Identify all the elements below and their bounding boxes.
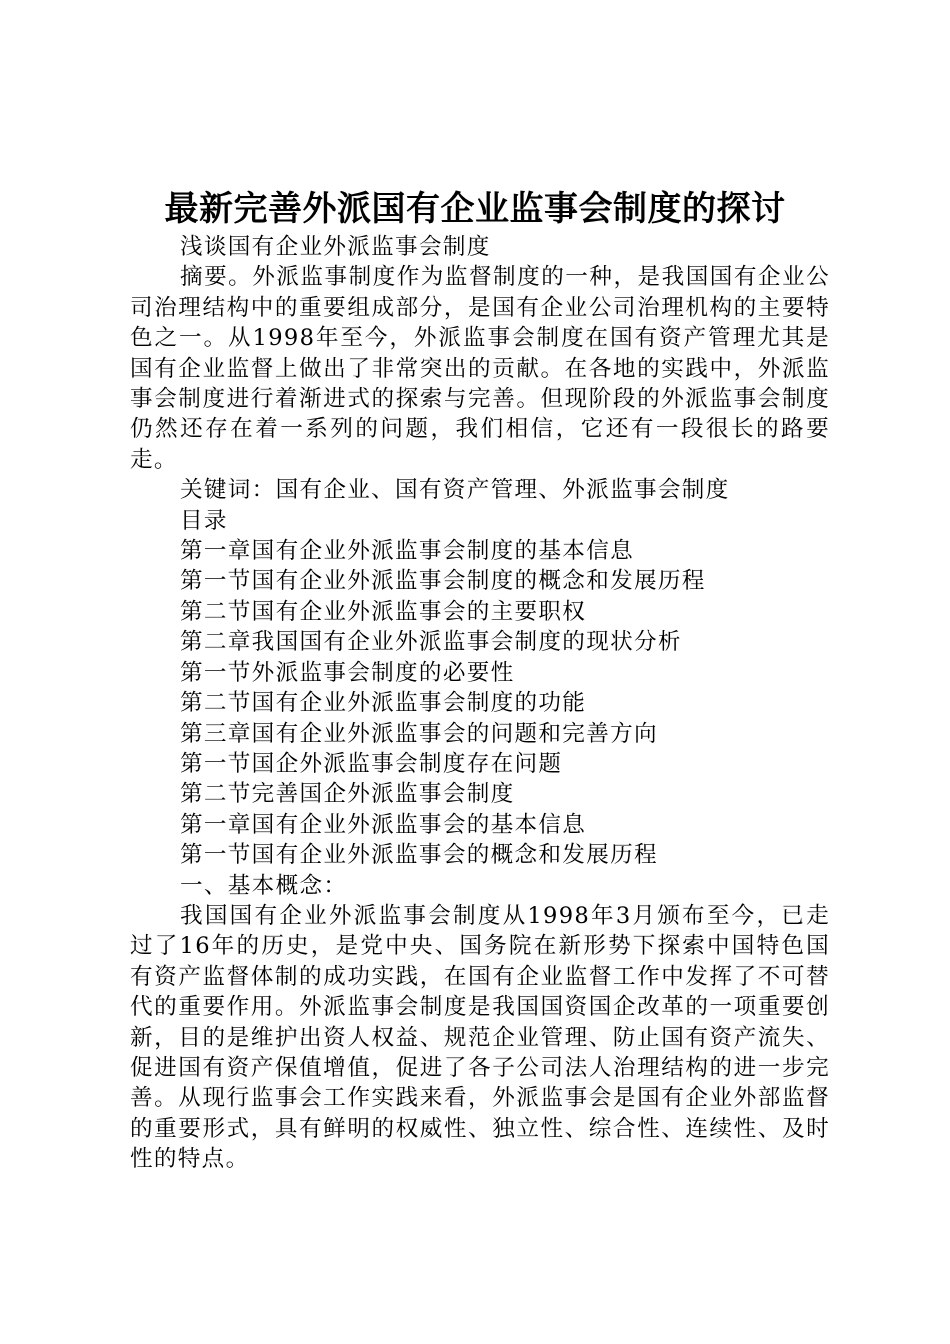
subsection-heading: 一、基本概念：	[180, 872, 348, 899]
toc-item: 第三章国有企业外派监事会的问题和完善方向	[180, 720, 658, 747]
section-heading: 第一节国有企业外派监事会的概念和发展历程	[180, 842, 658, 869]
toc-item: 第二章我国国有企业外派监事会制度的现状分析	[180, 629, 682, 656]
toc-item: 第二节完善国企外派监事会制度	[180, 781, 515, 808]
body-paragraph: 我国国有企业外派监事会制度从1998年3月颁布至今，已走过了16年的历史，是党中央、国务院在新形势下探索中国特色国有资产监督体制的成功实践，在国有企业监督工作中发挥了不可替代的重要作用。外派监事会制度是我国国资国企改革的一项重要创新，目的是维护出资人权益、规范企业管理、防止国有资产流失、促进国有资产保值增值，促进了各子公司法人治理结构的进一步完善。从现行监事会工作实践来看，外派监事会是国有企业外部监督的重要形式，具有鲜明的权威性、独立性、综合性、连续性、及时性的特点。	[130, 902, 830, 1173]
subtitle: 浅谈国有企业外派监事会制度	[180, 234, 491, 260]
keywords-line: 关键词：国有企业、国有资产管理、外派监事会制度	[180, 477, 730, 504]
toc-item: 第一章国有企业外派监事会制度的基本信息	[180, 538, 634, 565]
document-title: 最新完善外派国有企业监事会制度的探讨	[164, 189, 786, 229]
toc-heading: 目录	[180, 507, 228, 534]
chapter-heading: 第一章国有企业外派监事会的基本信息	[180, 811, 587, 838]
toc-item: 第二节国有企业外派监事会制度的功能	[180, 690, 587, 717]
toc-item: 第二节国有企业外派监事会的主要职权	[180, 598, 587, 625]
toc-item: 第一节国有企业外派监事会制度的概念和发展历程	[180, 568, 706, 595]
toc-item: 第一节国企外派监事会制度存在问题	[180, 750, 563, 777]
abstract-paragraph: 摘要。外派监事制度作为监督制度的一种，是我国国有企业公司治理结构中的重要组成部分，是国有企业公司治理机构的主要特色之一。从1998年至今，外派监事会制度在国有资产管理尤其是国有企业监督上做出了非常突出的贡献。在各地的实践中，外派监事会制度进行着渐进式的探索与完善。但现阶段的外派监事会制度仍然还存在着一系列的问题，我们相信，它还有一段很长的路要走。	[130, 264, 830, 473]
document-body	[130, 232, 830, 1175]
toc-item: 第一节外派监事会制度的必要性	[180, 659, 515, 686]
